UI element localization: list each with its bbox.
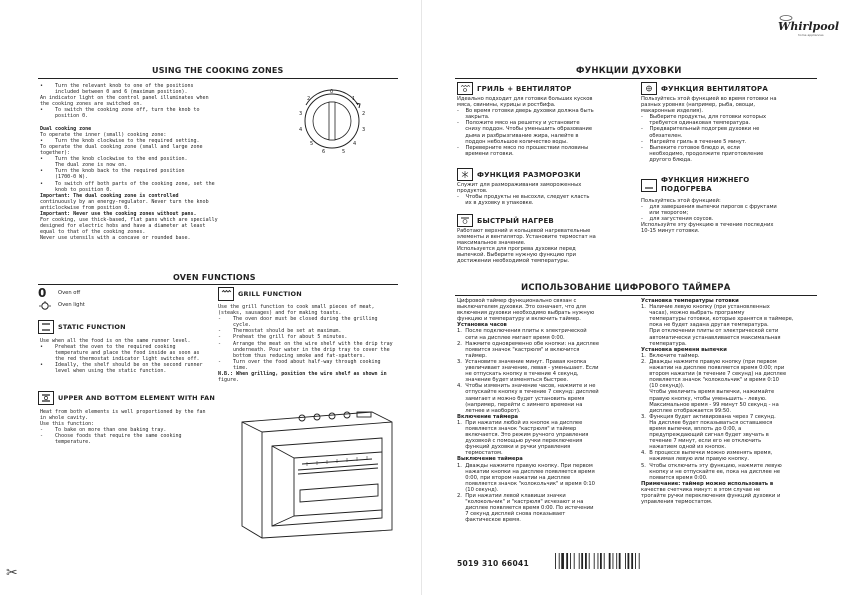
text-line: дисплее появляется время 0:00. По истечении: [457, 505, 594, 512]
barcode-bar: [631, 553, 633, 569]
quick-heat-heading: [457, 214, 554, 227]
text-line: (steaks, sausages) and for making toasts.: [218, 310, 342, 317]
static-function-text: [40, 338, 203, 375]
text-line: temperature and place the food inside as soon as: [40, 350, 200, 357]
text-line: - Выпеките готовое блюдо и, если: [641, 144, 740, 151]
text-line: снизу поддон. Чтобы уменьшить образование: [457, 126, 593, 133]
quick-heat-title: БЫСТРЫЙ НАГРЕВ: [477, 216, 554, 225]
text-line: - To bake on more than one baking tray.: [40, 427, 167, 434]
text-line: пока не будет задана другая температура.: [641, 322, 769, 329]
text-line: поддон небольшое количество воды.: [457, 138, 568, 145]
text-line: значение будет изменяться быстрее.: [457, 377, 569, 384]
upper-bottom-fan-icon: [38, 391, 54, 405]
barcode-bar: [613, 553, 614, 569]
text-line: макаронные изделия).: [641, 108, 703, 115]
text-line: Используется для прогрева духовки перед: [457, 246, 576, 253]
text-line: качестве счетчика минут: в этом случае не: [641, 486, 761, 493]
part-number: 5019 310 66041: [457, 559, 530, 568]
text-line: трогайте ручки переключения функций духовки и: [641, 493, 781, 499]
text-line: предупреждающий сигнал будет звучать в: [641, 432, 769, 439]
text-line: (1700-0 W).: [40, 174, 89, 181]
barcode-bar: [600, 553, 602, 569]
upper-bottom-fan-title: UPPER AND BOTTOM ELEMENT WITH FAN: [58, 394, 215, 402]
text-line: или творогом;: [641, 210, 689, 217]
text-line: требуется одинаковая температура.: [641, 120, 751, 127]
barcode-bar: [594, 553, 595, 569]
whirlpool-logo: [776, 10, 840, 40]
text-line: 7 секунд дисплей снова показывает: [457, 511, 566, 518]
defrost-heading: [457, 168, 581, 181]
text-line: кнопку и не отпускайте ее, пока на дисплее не: [641, 468, 781, 475]
static-function-heading: [38, 320, 126, 334]
text-line: Максимальное время - 99 минут 50 секунд - на: [641, 401, 779, 408]
text-line: the red thermostat indicator light switches off.: [40, 356, 200, 363]
text-line: - Turn over the food about half-way through cooking: [218, 358, 381, 365]
text-line: in whole cavity.: [40, 415, 89, 422]
text-line: течение 7 минут, если его не отключить: [641, 438, 762, 445]
text-line: Идеально подходит для готовки больших кусков: [457, 96, 593, 102]
text-line: - для завершения выпечки пирогов с фруктами: [641, 204, 777, 211]
lower-heating-heading: [641, 176, 749, 194]
text-line: 3. Установите значение минут. Правая кнопка: [457, 358, 587, 365]
text-line: мяса, свинины, курицы и ростбифа.: [457, 102, 556, 109]
text-line: времени готовки.: [457, 150, 514, 157]
text-line: • Turn the relevant knob to one of the positions: [40, 83, 194, 89]
functions-title: ФУНКЦИИ ДУХОВКИ: [576, 66, 682, 76]
quick-heat-text: [457, 228, 637, 265]
text-line: The dual zone is now on.: [40, 162, 128, 169]
text-line: Пользуйтесь этой функцией во время готовки на: [641, 96, 777, 102]
oven-off-symbol: 0: [38, 286, 47, 300]
text-line: time.: [218, 364, 249, 371]
text-line: 1. После подключения плиты к электрической: [457, 328, 587, 335]
barcode-bar: [570, 553, 571, 569]
text-line: Important: Never use the cooking zones without pans.: [40, 210, 197, 217]
text-line: фактическое время.: [457, 517, 521, 524]
text-line: the cooking zones are switched on.: [40, 101, 143, 108]
text-line: управления термостатом.: [641, 499, 713, 506]
title-rule: [38, 284, 398, 285]
text-line: необходимо, продолжите приготовление: [641, 150, 764, 157]
defrost-text: [457, 182, 637, 206]
text-line: An indicator light on the control panel illuminates when: [40, 95, 209, 102]
text-line: (10 секунд).: [457, 486, 499, 493]
text-line: отпускайте кнопку в течение 7 секунд: дисплей: [457, 389, 599, 396]
oven-off-label: Oven off: [58, 290, 81, 296]
text-line: выпечкой. Выберите нужную функцию при: [457, 252, 576, 259]
text-line: - Thermostat should be set at maximum.: [218, 328, 342, 335]
barcode-bar: [639, 553, 640, 569]
text-line: температуры готовки, которые хранятся в таймере,: [641, 316, 794, 323]
text-line: автоматически устанавливается максимальная: [641, 334, 781, 341]
text-line: часах), можно выбрать программу: [641, 310, 745, 317]
text-line: дисплее отображается 99:50.: [641, 407, 732, 414]
text-line: продуктов.: [457, 188, 488, 195]
text-line: увеличивает значение, левая - уменьшает. Если: [457, 365, 599, 372]
svg-text:5: 5: [342, 149, 346, 155]
text-line: 4. В процессе выпечки можно изменять время,: [641, 450, 773, 457]
grill-function-heading: [218, 287, 302, 301]
svg-text:4: 4: [353, 141, 357, 147]
text-line: 3. Функция будет активирована через 7 секунд.: [641, 413, 776, 420]
cooking-zones-text: [40, 83, 218, 241]
text-line: Use this function:: [40, 421, 95, 428]
oven-shelf-illustration: [232, 400, 402, 540]
text-line: 1. При нажатии любой из кнопок на дисплее: [457, 419, 583, 426]
svg-text:3: 3: [362, 127, 366, 133]
text-line: появляется значок "колокольчик" и время 0:10: [641, 377, 779, 384]
cooking-knob-illustration: [282, 85, 382, 163]
svg-text:Whirlpool: Whirlpool: [778, 20, 840, 33]
title-rule: [455, 295, 817, 296]
text-line: Use when all the food is on the same runner level.: [40, 338, 191, 344]
text-line: 2. Нажмите одновременно обе кнопки: на дисплее: [457, 340, 600, 347]
text-line: Работают верхний и кольцевой нагревательные: [457, 228, 591, 234]
lower-heating-text: [641, 198, 821, 235]
text-line: нажатии кнопки на дисплее появляется время: [457, 468, 595, 475]
grill-fan-text: [457, 96, 637, 157]
barcode-bar: [628, 553, 630, 569]
text-line: Служит для размораживания замороженных: [457, 182, 582, 188]
fan-function-text: [641, 96, 821, 163]
text-line: включается. Это режим ручного управления: [457, 432, 589, 439]
text-line: equal to that of the cooking zones.: [40, 229, 146, 236]
text-line: замигает и можно будет установить время: [457, 395, 585, 402]
text-line: underneath. Pour water in the drip tray to cover the: [218, 346, 390, 353]
text-line: - Во время готовки дверь духовки должна быть: [457, 108, 594, 115]
svg-text:5: 5: [310, 141, 314, 147]
text-line: • Turn the knob clockwise to the end position.: [40, 156, 188, 163]
text-line: Important: The dual cooking zone is controlled: [40, 192, 179, 199]
svg-text:2: 2: [362, 111, 366, 117]
text-line: духовкой с помощью ручки переключения: [457, 438, 583, 445]
text-line: position 0.: [40, 113, 89, 120]
text-line: - Preheat the grill for about 5 minutes.: [218, 334, 348, 341]
barcode-bar: [561, 553, 564, 569]
text-line: 2. Дважды нажмите правую кнопку (при первом: [641, 358, 777, 365]
text-line: - Нагрейте гриль в течение 5 минут.: [641, 138, 747, 145]
text-line: Установка температуры готовки: [641, 298, 739, 304]
text-line: - Arrange the meat on the wire shelf with the drip tray: [218, 340, 393, 347]
svg-text:1: 1: [352, 96, 356, 102]
text-line: Пользуйтесь этой функцией:: [641, 198, 721, 204]
text-line: обязателен.: [641, 132, 683, 139]
upper-bottom-fan-heading: [38, 391, 215, 405]
barcode-bar: [625, 553, 626, 569]
cooking-zones-title: USING THE COOKING ZONES: [152, 66, 284, 75]
barcode-bar: [609, 553, 611, 569]
text-line: При отключении плиты от электрической сети: [641, 328, 779, 335]
text-line: функцию и температуру и включить таймер.: [457, 316, 581, 323]
text-line: На дисплее будет показываться оставшееся: [641, 419, 773, 426]
text-line: 0:00, при втором нажатии на дисплее: [457, 474, 571, 481]
text-line: - Предварительный подогрев духовки не: [641, 126, 760, 133]
svg-text:4: 4: [299, 127, 303, 133]
text-line: втором нажатии (в течение 7 секунд) на дисплее: [641, 371, 787, 378]
barcode-bar: [579, 553, 580, 569]
text-line: • To switch off both parts of the cooking zone, set the: [40, 180, 215, 187]
text-line: together):: [40, 150, 71, 157]
text-line: - Выберите продукты, для готовки которых: [641, 114, 767, 121]
text-line: Dual cooking zone: [40, 125, 92, 132]
text-line: таймер.: [457, 352, 487, 359]
barcode-bar: [585, 553, 587, 569]
text-line: designed for electric hobs and have a diameter at least: [40, 223, 206, 230]
text-line: • To switch the cooking zone off, turn the knob to: [40, 107, 200, 114]
text-line: Heat from both elements is well proportioned by the fan: [40, 409, 206, 415]
barcode-bar: [555, 553, 556, 569]
text-line: появится значок "кастрюля" и включится: [457, 346, 580, 353]
grill-fan-icon: [457, 82, 473, 95]
barcode-bar: [604, 553, 605, 569]
grill-function-title: GRILL FUNCTION: [238, 290, 302, 298]
text-line: bottom thus reducing smoke and fat-spatters.: [218, 352, 366, 359]
text-line: максимальное значение.: [457, 240, 526, 247]
quick-heat-icon: [457, 214, 473, 227]
russian-page: [421, 0, 842, 595]
fan-function-title: ФУНКЦИЯ ВЕНТИЛЯТОРА: [661, 84, 768, 93]
text-line: • Preheat the oven to the required cooking: [40, 344, 176, 351]
barcode-bar: [559, 553, 560, 569]
oven-light-icon: [38, 301, 52, 311]
text-line: 10-15 минут готовки.: [641, 228, 700, 235]
text-line: level when using the static function.: [40, 368, 167, 375]
text-line: 4. Чтобы изменить значение часов, нажмите и не: [457, 383, 596, 390]
scissors-icon: ✂: [6, 565, 18, 581]
text-line: правую кнопку, чтобы уменьшить - левую.: [641, 395, 767, 402]
text-line: N.B.: When grilling, position the wire shelf as shown in: [218, 371, 387, 378]
text-line: 1. Наличие левую кнопку (при установленных: [641, 304, 770, 311]
text-line: (10 секунд)).: [641, 383, 685, 390]
text-line: Примечание: таймер можно использовать в: [641, 480, 774, 487]
text-line: included between 0 and 6 (maximum position).: [40, 89, 188, 96]
text-line: элементы и вентилятор. Установите термостат на: [457, 234, 596, 241]
text-line: 5. Чтобы отключить эту функцию, нажмите левую: [641, 462, 782, 469]
barcode-bar: [635, 553, 636, 569]
fan-function-heading: [641, 82, 768, 95]
oven-light-label: Oven light: [58, 302, 85, 308]
text-line: достижении необходимой температуры.: [457, 258, 570, 265]
text-line: • Ideally, the shelf should be on the second runner: [40, 362, 203, 369]
text-line: Используйте эту функцию в течение последних: [641, 222, 774, 229]
text-line: Чтобы увеличить время выпечки, нажимайте: [641, 389, 775, 396]
text-line: Выключение таймера: [457, 456, 523, 463]
text-line: - для загустения соусов.: [641, 216, 714, 223]
barcode-bar: [574, 553, 575, 569]
oven-functions-title: OVEN FUNCTIONS: [173, 273, 256, 282]
defrost-title: ФУНКЦИЯ РАЗМОРОЗКИ: [477, 170, 581, 179]
text-line: • Turn the knob back to the required position: [40, 168, 185, 175]
text-line: (например, перейти с зимнего времени на: [457, 401, 583, 408]
text-line: - Переверните мясо по прошествии половины: [457, 144, 589, 151]
text-line: появляется значок "кастрюля" и таймер: [457, 425, 577, 432]
barcode-bar: [581, 553, 583, 569]
svg-text:3: 3: [299, 111, 303, 117]
text-line: - The oven door must be closed during the grilling: [218, 316, 378, 323]
text-line: появится время 0:00.: [641, 474, 708, 481]
text-line: For cooking, use thick-based, flat pans which are specially: [40, 217, 218, 224]
barcode-bar: [616, 553, 617, 569]
lower-heating-title-line-2: ПОДОГРЕВА: [661, 185, 712, 193]
text-line: knob to position 0.: [40, 186, 113, 193]
title-rule: [455, 78, 817, 79]
text-line: Use the grill function to cook small pieces of meat,: [218, 304, 375, 310]
text-line: нажимая левую или правую кнопку.: [641, 456, 750, 463]
text-line: закрыта.: [457, 114, 490, 121]
text-line: появляется значок "колокольчик" и время 0:10: [457, 480, 595, 487]
svg-text:home appliances: home appliances: [798, 33, 824, 37]
text-line: нажатием одной из кнопок.: [641, 444, 726, 451]
fan-function-icon: [641, 82, 657, 95]
text-line: температура.: [641, 340, 687, 347]
text-line: temperature.: [40, 439, 92, 446]
static-function-icon: [38, 320, 54, 334]
lower-heating-icon: [641, 179, 657, 192]
text-line: функций духовки и ручки управления: [457, 444, 571, 451]
text-line: дыма и разбрызгивание жира, налейте в: [457, 132, 579, 139]
text-line: разных уровнях (например, рыба, овощи,: [641, 102, 755, 109]
text-line: термостатом.: [457, 450, 503, 457]
grill-function-text: [218, 304, 393, 383]
text-line: Цифровой таймер функционально связан с: [457, 298, 577, 304]
text-line: anticlockwise from position 0.: [40, 204, 131, 211]
text-line: - Положите мясо на решетку и установите: [457, 120, 580, 127]
text-line: figure.: [218, 377, 240, 384]
text-line: 2. При нажатии левой клавиши значки: [457, 493, 566, 499]
text-line: их в духовку в упаковке.: [457, 200, 534, 207]
barcode-bar: [619, 553, 621, 569]
timer-column-2: [641, 298, 821, 505]
grill-fan-heading: [457, 82, 572, 95]
grill-fan-title: ГРИЛЬ + ВЕНТИЛЯТОР: [477, 84, 572, 93]
text-line: включения духовки необходимо выбрать нужную: [457, 310, 595, 317]
text-line: Установка времени выпечки: [641, 346, 727, 353]
text-line: время выпечки, вплоть до 0:00, а: [641, 425, 742, 432]
upper-bottom-fan-text: [40, 409, 206, 446]
text-line: cycle.: [218, 322, 252, 329]
grill-function-icon: [218, 287, 234, 301]
defrost-icon: [457, 168, 473, 181]
text-line: 1. Дважды нажмите правую кнопку. При первом: [457, 462, 593, 469]
text-line: 1. Включите таймер.: [641, 352, 700, 359]
text-line: Включение таймера: [457, 413, 519, 420]
text-line: - Чтобы продукты не высохли, следует класть: [457, 194, 590, 201]
text-line: выключателем духовки. Это означает, что для: [457, 304, 586, 311]
text-line: • Turn the knob clockwise to the required setting.: [40, 137, 200, 144]
static-function-title: STATIC FUNCTION: [58, 323, 126, 331]
barcode-bar: [598, 553, 599, 569]
timer-title: ИСПОЛЬЗОВАНИЕ ЦИФРОВОГО ТАЙМЕРА: [521, 283, 731, 293]
text-line: continuously by an energy-regulator. Never turn the knob: [40, 198, 209, 205]
text-line: "колокольчик" и "кастрюля" исчезают и на: [457, 499, 584, 506]
title-rule: [38, 78, 398, 79]
text-line: - Choose foods that require the same cooking: [40, 433, 182, 440]
svg-text:2: 2: [307, 96, 311, 102]
barcode-bar: [566, 553, 568, 569]
text-line: To operate the inner (small) cooking zone:: [40, 131, 167, 138]
text-line: не отпускать кнопку в течение 4 секунд,: [457, 371, 579, 378]
barcode: [555, 553, 675, 569]
lower-heating-title-line-1: ФУНКЦИЯ НИЖНЕГО: [661, 176, 750, 184]
text-line: Never use utensils with a concave or rounded base.: [40, 235, 191, 242]
text-line: другого блюда.: [641, 156, 692, 163]
barcode-bar: [589, 553, 590, 569]
text-line: сети на дисплее мигает время 0:00.: [457, 334, 565, 341]
svg-text:0: 0: [330, 89, 334, 95]
timer-column-1: [457, 298, 637, 523]
text-line: нажатии на дисплее появляется время 0:00; при: [641, 365, 785, 372]
text-line: To operate the dual cooking zone (small and large zone: [40, 143, 203, 150]
text-line: летнее и наоборот).: [457, 407, 521, 414]
text-line: Установка часов: [457, 322, 507, 329]
svg-text:6: 6: [322, 149, 326, 155]
